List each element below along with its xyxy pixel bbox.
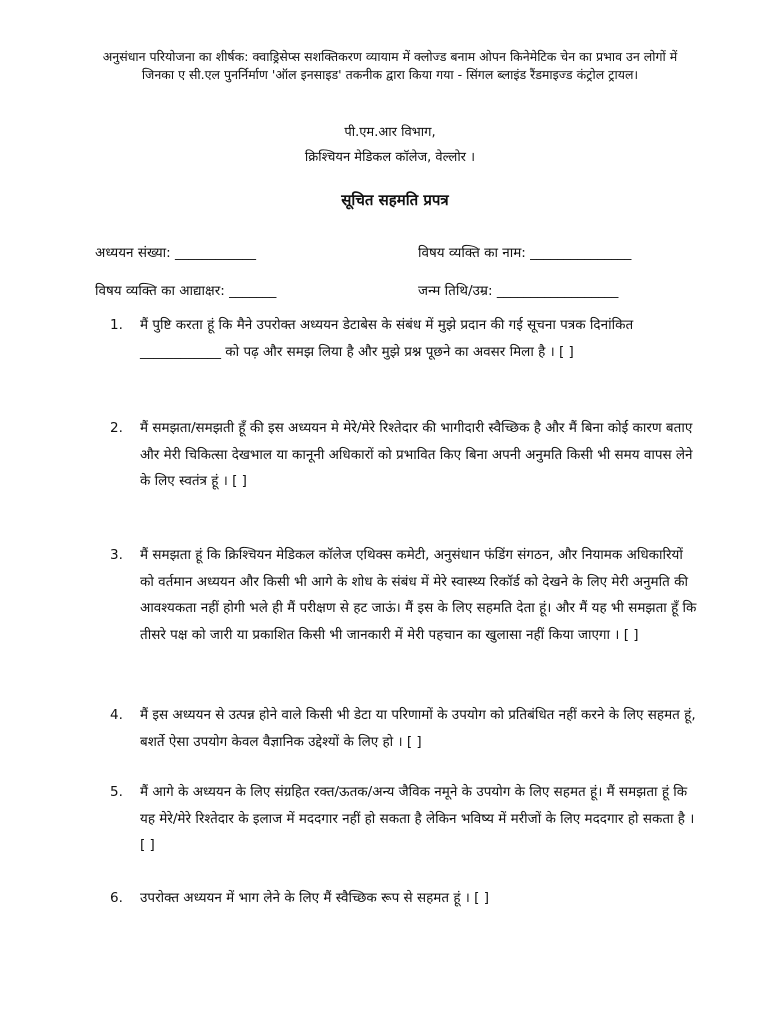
item-number: 3. [110,547,123,563]
consent-item-6 [110,885,700,912]
dob-age-field: जन्म तिथि/उम्र: __________________ [418,283,619,299]
department-name: पी.एम.आर विभाग, [344,125,436,140]
consent-item-1 [110,312,700,365]
item-text: मैं समझता हूं कि क्रिश्चियन मेडिकल कॉलेज एथिक्स कमेटी, अनुसंधान फंडिंग संगठन, और नियामक अधिकारियों को वर्तमान अध्ययन और किसी भी आगे के शोध के संबंध में मेरे स्वास्थ्य रिकॉर्ड को देखने के लिए मेरी अनुमति की आवश्यकता नहीं होगी भले ही मैं परीक्षण से हट जाऊं। मैं इस के लिए सहमति देता हूं। और मैं यह भी समझता हूँ कि तीसरे पक्ष को जारी या प्रकाशित किसी भी जानकारी में मेरी पहचान का खुलासा नहीं किया जाएगा । [ ] [140,547,697,643]
item-text: उपरोक्त अध्ययन में भाग लेने के लिए मैं स्वैच्छिक रूप से सहमत हूं । [ ] [140,890,490,906]
study-number-field: अध्ययन संख्या: ____________ [95,245,257,261]
consent-item-4 [110,702,700,755]
subject-initials-field: विषय व्यक्ति का आद्याक्षर: _______ [95,283,277,299]
item-text: मैं समझता/समझती हूँ की इस अध्ययन मे मेरे/मेरे रिश्तेदार की भागीदारी स्वैच्छिक है और मैं बिना कोई कारण बताए और मेरी चिकित्सा देखभाल या कानूनी अधिकारों को प्रभावित किए बिना अपनी अनुमति किसी भी समय वापस लेने के लिए स्वतंत्र हूं । [ ] [140,420,693,489]
consent-item-3 [110,542,700,648]
item-number: 2. [110,420,123,436]
item-text: मैं पुष्टि करता हूं कि मैने उपरोक्त अध्ययन डेटाबेस के संबंध में मुझे प्रदान की गई सूचना पत्रक दिनांकित ____________ को पढ़ और समझ लिया है और मुझे प्रश्न पूछने का अवसर मिला है । [ ] [140,317,634,360]
item-number: 4. [110,707,123,723]
item-number: 1. [110,317,123,333]
institution-name: क्रिश्चियन मेडिकल कॉलेज, वेल्लोर । [304,150,476,165]
item-number: 5. [110,784,123,800]
form-title: सूचित सहमति प्रपत्र [341,191,449,209]
item-text: मैं इस अध्ययन से उत्पन्न होने वाले किसी भी डेटा या परिणामों के उपयोग को प्रतिबंधित नहीं करने के लिए सहमत हूं, बशर्ते ऐसा उपयोग केवल वैज्ञानिक उद्देश्यों के लिए हो । [ ] [140,707,696,750]
item-text: मैं आगे के अध्ययन के लिए संग्रहित रक्त/ऊतक/अन्य जैविक नमूने के उपयोग के लिए सहमत हूं। मैं समझता हूं कि यह मेरे/मेरे रिश्तेदार के इलाज में मददगार नहीं हो सकता है लेकिन भविष्य में मरीजों के लिए मददगार हो सकता है । [ ] [140,784,695,853]
department-block [180,120,600,170]
subject-name-field: विषय व्यक्ति का नाम: _______________ [418,245,632,261]
consent-item-5 [110,779,700,859]
project-title-header: अनुसंधान परियोजना का शीर्षक: क्वाड्रिसेप्स सशक्तिकरण व्यायाम में क्लोज्ड बनाम ओपन किनेमेटिक चेन का प्रभाव उन लोगों में जिनका ए सी.एल पुनर्निर्माण 'ऑल इनसाइड' तकनीक द्वारा किया गया - सिंगल ब्लाइंड रैंडमाइज्ड कंट्रोल ट्रायल। [102,49,678,82]
item-number: 6. [110,890,123,906]
consent-item-2 [110,415,700,495]
